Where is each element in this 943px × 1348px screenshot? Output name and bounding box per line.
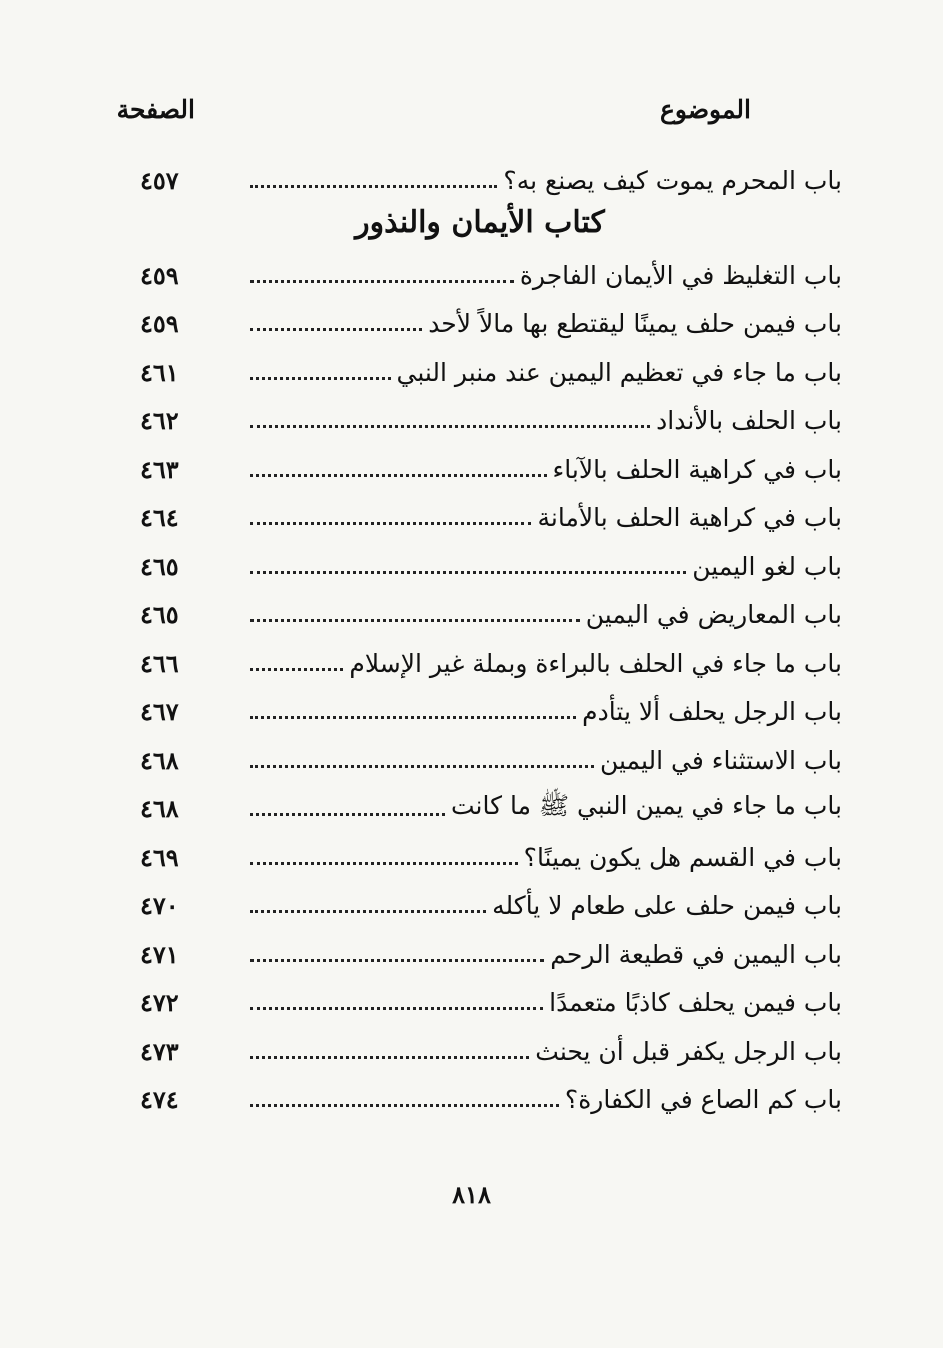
toc-entry-page: ٤٦٥	[140, 600, 179, 629]
leader-dots	[250, 813, 445, 816]
toc-entry	[140, 255, 842, 295]
topic-column-header: الموضوع	[660, 95, 751, 124]
toc-entry-title: باب لغو اليمين	[692, 551, 842, 581]
toc-entry	[140, 546, 842, 586]
leader-dots	[250, 1104, 559, 1107]
toc-entry-title: باب ما جاء في الحلف بالبراءة وبملة غير الإسلام	[349, 648, 842, 678]
toc-entry-page: ٤٦٨	[140, 794, 179, 823]
toc-entry-page: ٤٦٥	[140, 551, 179, 581]
toc-entry-title: باب فيمن حلف يمينًا ليقتطع بها مالاً لأحد	[428, 309, 842, 338]
toc-entry	[140, 740, 842, 780]
leader-dots	[250, 185, 497, 188]
leader-dots	[250, 522, 531, 525]
toc-entry-title: باب الرجل يحلف ألا يتأدم	[582, 697, 842, 726]
leader-dots	[250, 910, 486, 913]
book-title: كتاب الأيمان والنذور	[355, 205, 605, 240]
toc-entry-title: باب فيمن يحلف كاذبًا متعمدًا	[549, 988, 842, 1017]
toc-entry	[140, 498, 842, 538]
leader-dots	[250, 377, 391, 380]
toc-entry	[140, 160, 842, 200]
toc-entry-page: ٤٥٧	[140, 165, 179, 195]
leader-dots	[250, 619, 580, 622]
toc-entry-page: ٤٧٣	[140, 1036, 179, 1066]
leader-dots	[250, 959, 544, 962]
toc-entry	[140, 352, 842, 392]
toc-entry	[140, 1080, 842, 1120]
toc-entry-page: ٤٦٣	[140, 454, 179, 484]
toc-entry-title: باب في كراهية الحلف بالأمانة	[537, 503, 842, 532]
toc-entry-title: باب ما جاء في تعظيم اليمين عند منبر النبي	[396, 357, 842, 387]
toc-entry	[140, 983, 842, 1023]
leader-dots	[250, 765, 594, 768]
toc-entry-title: باب الرجل يكفر قبل أن يحنث	[535, 1036, 842, 1066]
toc-entry	[140, 595, 842, 635]
toc-entry-title: باب فيمن حلف على طعام لا يأكله	[492, 891, 842, 920]
toc-entry-page: ٤٧٠	[140, 891, 179, 920]
toc-entry	[140, 643, 842, 683]
toc-entry-page: ٤٥٩	[140, 309, 179, 338]
toc-entry-page: ٤٦١	[140, 357, 179, 387]
toc-entry-page: ٤٦٨	[140, 745, 179, 775]
toc-entry	[140, 934, 842, 974]
toc-entry	[140, 692, 842, 732]
leader-dots	[250, 1056, 529, 1059]
leader-dots	[250, 425, 650, 428]
toc-entry-page: ٤٥٩	[140, 260, 179, 290]
toc-entry-title: باب التغليظ في الأيمان الفاجرة	[519, 260, 842, 290]
toc-entry	[140, 1031, 842, 1071]
toc-entry-title: باب المحرم يموت كيف يصنع به؟	[503, 165, 842, 195]
toc-entry-page: ٤٦٢	[140, 406, 179, 435]
leader-dots	[250, 862, 518, 865]
leader-dots	[250, 328, 422, 331]
toc-entry	[140, 789, 842, 829]
toc-entry	[140, 304, 842, 344]
leader-dots	[250, 716, 576, 719]
toc-entry	[140, 886, 842, 926]
toc-entry-title: باب في القسم هل يكون يمينًا؟	[523, 842, 842, 872]
toc-entry-page: ٤٧٢	[140, 988, 179, 1017]
toc-entry-page: ٤٦٩	[140, 842, 179, 872]
toc-entry-title: باب كم الصاع في الكفارة؟	[564, 1085, 842, 1114]
toc-entry	[140, 837, 842, 877]
leader-dots	[250, 1007, 543, 1010]
toc-entry-title: باب الاستثناء في اليمين	[599, 745, 842, 775]
toc-entry-title: باب اليمين في قطيعة الرحم	[550, 939, 842, 969]
leader-dots	[250, 280, 514, 283]
toc-entry-page: ٤٦٦	[140, 648, 179, 678]
toc-entry-page: ٤٧١	[140, 939, 179, 969]
toc-entry	[140, 449, 842, 489]
toc-entry-page: ٤٦٧	[140, 697, 179, 726]
toc-entry-page: ٤٧٤	[140, 1085, 179, 1114]
leader-dots	[250, 571, 686, 574]
leader-dots	[250, 668, 343, 671]
toc-entry-title: باب المعاريض في اليمين	[585, 600, 842, 629]
toc-entry-page: ٤٦٤	[140, 503, 179, 532]
toc-entry-title: باب الحلف بالأنداد	[656, 406, 842, 435]
toc-entry	[140, 401, 842, 441]
page-number: ٨١٨	[452, 1180, 491, 1209]
toc-entry-title: باب في كراهية الحلف بالآباء	[552, 454, 842, 484]
toc-entry-title: باب ما جاء في يمين النبي ﷺ ما كانت	[450, 791, 842, 820]
page-column-header: الصفحة	[116, 95, 195, 124]
leader-dots	[250, 474, 547, 477]
